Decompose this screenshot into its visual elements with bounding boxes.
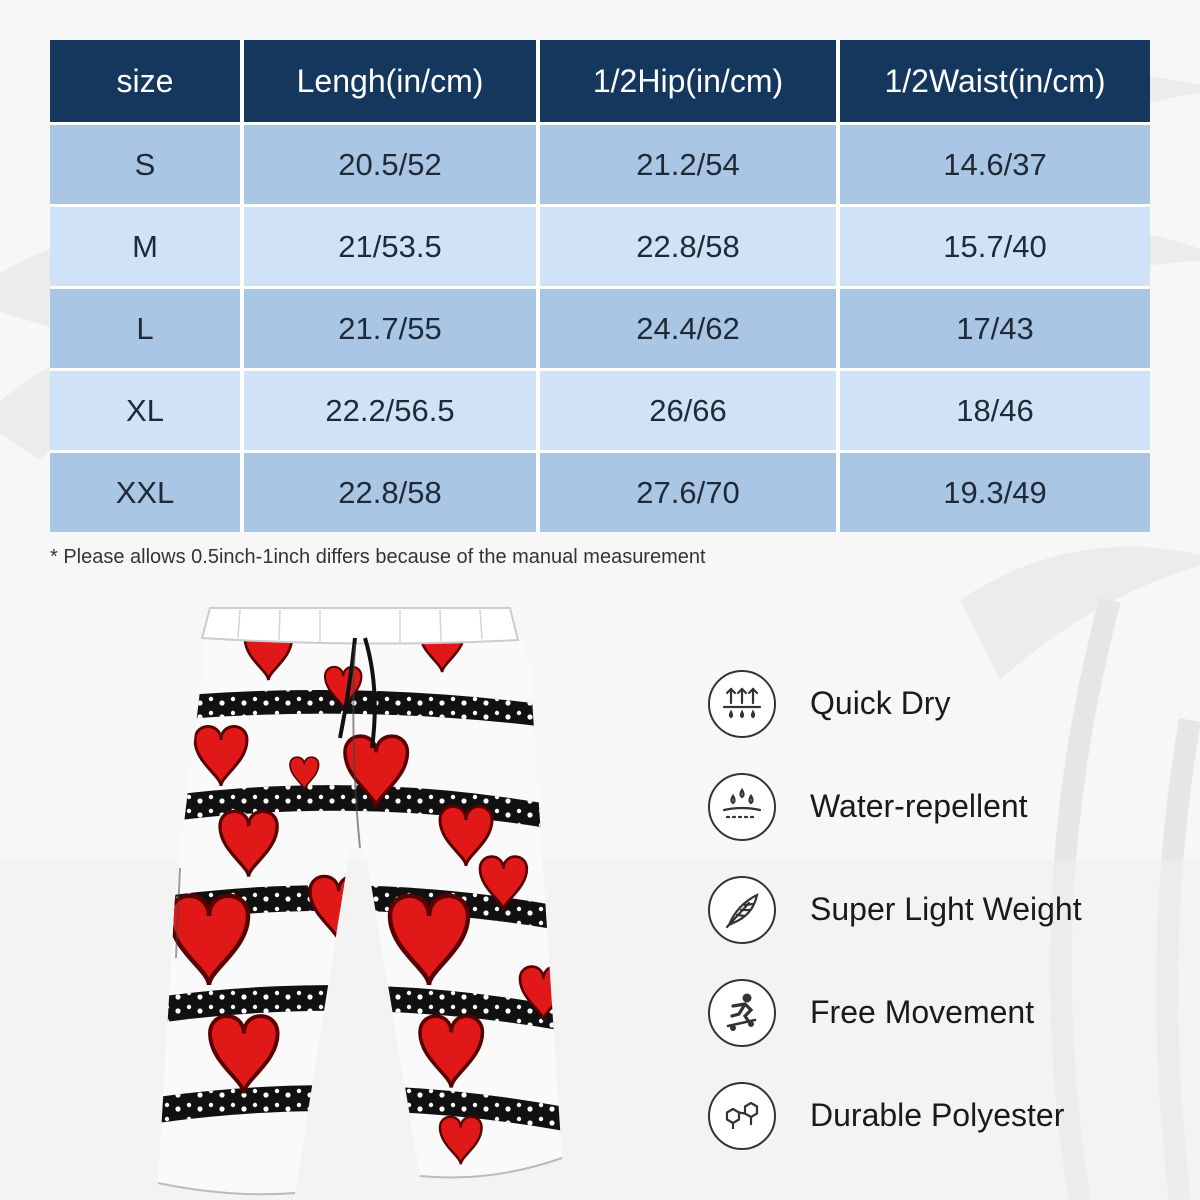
feature-light-weight bbox=[700, 858, 1160, 961]
hip-cell: 24.4/62 bbox=[538, 288, 838, 370]
waist-cell: 18/46 bbox=[838, 370, 1150, 452]
length-cell: 22.8/58 bbox=[242, 452, 538, 533]
feature-label: Super Light Weight bbox=[810, 891, 1082, 927]
size-cell: S bbox=[50, 124, 242, 206]
skateboarder-icon bbox=[708, 979, 776, 1047]
table-row bbox=[50, 206, 1150, 288]
header-half-waist: 1/2Waist(in/cm) bbox=[838, 40, 1150, 124]
feature-quick-dry bbox=[700, 652, 1160, 755]
length-cell: 20.5/52 bbox=[242, 124, 538, 206]
waist-cell: 17/43 bbox=[838, 288, 1150, 370]
header-length: Lengh(in/cm) bbox=[242, 40, 538, 124]
length-cell: 21.7/55 bbox=[242, 288, 538, 370]
size-cell: M bbox=[50, 206, 242, 288]
size-chart-table bbox=[50, 40, 1150, 532]
feature-free-movement bbox=[700, 961, 1160, 1064]
measurement-note: * Please allows 0.5inch-1inch differs because of the manual measurement bbox=[50, 546, 706, 568]
table-row bbox=[50, 452, 1150, 533]
length-cell: 22.2/56.5 bbox=[242, 370, 538, 452]
feather-icon bbox=[708, 876, 776, 944]
hip-cell: 22.8/58 bbox=[538, 206, 838, 288]
hip-cell: 21.2/54 bbox=[538, 124, 838, 206]
board-shorts-image bbox=[150, 598, 570, 1200]
size-cell: XL bbox=[50, 370, 242, 452]
hip-cell: 27.6/70 bbox=[538, 452, 838, 533]
quick-dry-icon bbox=[708, 670, 776, 738]
feature-durable-polyester bbox=[700, 1064, 1160, 1167]
feature-label: Quick Dry bbox=[810, 685, 951, 721]
feature-water-repellent bbox=[700, 755, 1160, 858]
feature-label: Durable Polyester bbox=[810, 1097, 1065, 1133]
hip-cell: 26/66 bbox=[538, 370, 838, 452]
header-half-hip: 1/2Hip(in/cm) bbox=[538, 40, 838, 124]
size-chart-header-row bbox=[50, 40, 1150, 124]
size-cell: L bbox=[50, 288, 242, 370]
waist-cell: 15.7/40 bbox=[838, 206, 1150, 288]
feature-list bbox=[700, 652, 1160, 1167]
waist-cell: 19.3/49 bbox=[838, 452, 1150, 533]
feature-label: Free Movement bbox=[810, 994, 1035, 1030]
water-repellent-icon bbox=[708, 773, 776, 841]
feature-label: Water-repellent bbox=[810, 788, 1028, 824]
table-row bbox=[50, 288, 1150, 370]
table-row bbox=[50, 124, 1150, 206]
waist-cell: 14.6/37 bbox=[838, 124, 1150, 206]
header-size: size bbox=[50, 40, 242, 124]
table-row bbox=[50, 370, 1150, 452]
molecule-icon bbox=[708, 1082, 776, 1150]
size-cell: XXL bbox=[50, 452, 242, 533]
length-cell: 21/53.5 bbox=[242, 206, 538, 288]
